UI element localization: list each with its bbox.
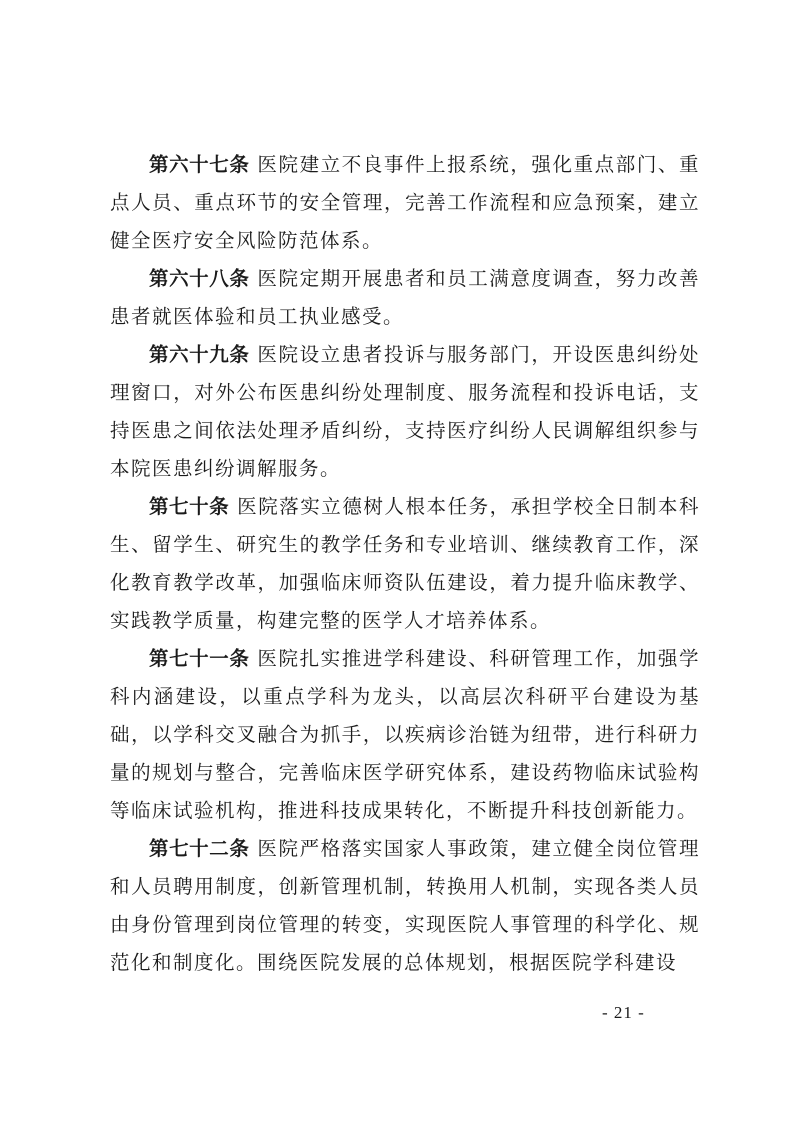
article-number: 第六十九条	[149, 343, 250, 366]
article-71	[110, 640, 700, 830]
article-68	[110, 260, 700, 336]
page-number: - 21 -	[602, 1003, 645, 1022]
document-body	[110, 146, 700, 982]
article-67	[110, 146, 700, 260]
article-text: 医院扎实推进学科建设、科研管理工作，加强学科内涵建设，以重点学科为龙头，以高层次科研平台建设为基础，以学科交叉融合为抓手，以疾病诊治链为纽带，进行科研力量的规划与整合，完善临床医学研究体系，建设药物临床试验构等临床试验机构，推进科技成果转化，不断提升科技创新能力。	[110, 647, 700, 822]
article-number: 第七十条	[149, 495, 230, 518]
article-72	[110, 830, 700, 982]
article-number: 第七十二条	[149, 837, 250, 860]
article-text: 医院设立患者投诉与服务部门，开设医患纠纷处理窗口，对外公布医患纠纷处理制度、服务流程和投诉电话，支持医患之间依法处理矛盾纠纷，支持医疗纠纷人民调解组织参与本院医患纠纷调解服务。	[110, 343, 700, 480]
article-number: 第六十八条	[149, 267, 250, 290]
article-70	[110, 488, 700, 640]
article-number: 第六十七条	[149, 153, 250, 176]
article-69	[110, 336, 700, 488]
article-text: 医院定期开展患者和员工满意度调查，努力改善患者就医体验和员工执业感受。	[110, 267, 700, 328]
article-text: 医院落实立德树人根本任务，承担学校全日制本科生、留学生、研究生的教学任务和专业培训、继续教育工作，深化教育教学改革，加强临床师资队伍建设，着力提升临床教学、实践教学质量，构建完整的医学人才培养体系。	[110, 495, 700, 632]
article-number: 第七十一条	[149, 647, 250, 670]
article-text: 医院建立不良事件上报系统，强化重点部门、重点人员、重点环节的安全管理，完善工作流程和应急预案，建立健全医疗安全风险防范体系。	[110, 153, 700, 252]
article-text: 医院严格落实国家人事政策，建立健全岗位管理和人员聘用制度，创新管理机制，转换用人机制，实现各类人员由身份管理到岗位管理的转变，实现医院人事管理的科学化、规范化和制度化。围绕医院发展的总体规划，根据医院学科建设	[110, 837, 700, 974]
